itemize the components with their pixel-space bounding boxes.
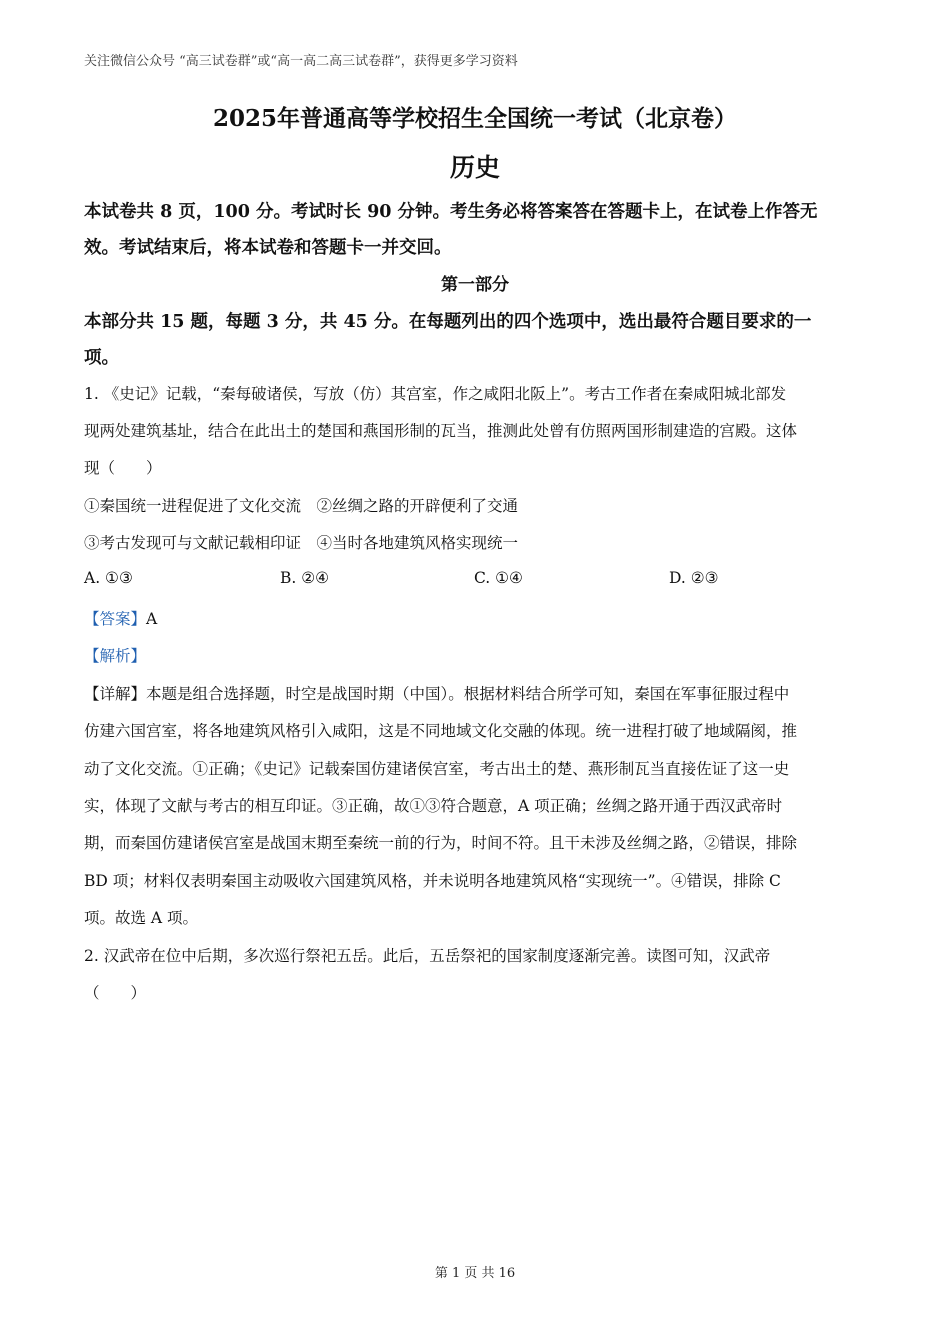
q1-stem-line-1: 1. 《史记》记载，“秦每破诸侯，写放（仿）其宫室，作之咸阳北阪上”。考古工作者在秦咸阳城北部发: [84, 385, 787, 403]
q1-detail-line-4: 实，体现了文献与考古的相互印证。③正确，故①③符合题意，A 项正确；丝绸之路开通于西汉武帝时: [84, 797, 783, 815]
q1-stem-line-3: 现（ ）: [84, 459, 162, 477]
section-intro-line-2: 项。: [84, 348, 119, 368]
section-intro-line-1: 本部分共 15 题，每题 3 分，共 45 分。在每题列出的四个选项中，选出最符合题目要求的一: [84, 312, 812, 332]
answer-value: A: [146, 610, 158, 628]
section-title: 第一部分: [441, 275, 509, 295]
q1-detail-line-2: 仿建六国宫室，将各地建筑风格引入咸阳，这是不同地域文化交融的体现。统一进程打破了地域隔阂，推: [84, 722, 798, 740]
q1-stem-line-2: 现两处建筑基址，结合在此出土的楚国和燕国形制的瓦当，推测此处曾有仿照两国形制建造的宫殿。这体: [84, 422, 798, 440]
q2-stem-line-2: （ ）: [84, 984, 147, 1002]
q1-statements-line-2: ③考古发现可与文献记载相印证 ④当时各地建筑风格实现统一: [84, 534, 519, 552]
instructions-line-2: 效。考试结束后，将本试卷和答题卡一并交回。: [84, 238, 452, 258]
q1-option-b: B. ②④: [280, 569, 330, 587]
q1-detail-line-5: 期，而秦国仿建诸侯宫室是战国末期至秦统一前的行为，时间不符。且干未涉及丝绸之路，②错误，排除: [84, 834, 798, 852]
page-footer: 第 1 页 共 16: [434, 1266, 516, 1281]
q1-detail-line-7: 项。故选 A 项。: [84, 909, 199, 927]
q1-detail-line-6: BD 项；材料仅表明秦国主动吸收六国建筑风格，并未说明各地建筑风格“实现统一”。④错误，排除 C: [84, 872, 781, 890]
answer-label: 【答案】: [84, 610, 147, 628]
header-note: 关注微信公众号 “高三试卷群”或“高一高二高三试卷群”，获得更多学习资料: [84, 54, 518, 69]
q1-option-a: A. ①③: [84, 569, 133, 587]
exam-title: 2025年普通高等学校招生全国统一考试（北京卷）: [212, 105, 737, 132]
analysis-label: 【解析】: [84, 647, 147, 665]
q1-statements-line-1: ①秦国统一进程促进了文化交流 ②丝绸之路的开辟便利了交通: [84, 497, 519, 515]
q1-answer: [84, 607, 157, 629]
subject-title: 历史: [449, 153, 500, 182]
q1-option-d: D. ②③: [669, 569, 719, 587]
q1-option-c: C. ①④: [474, 569, 523, 587]
instructions-line-1: 本试卷共 8 页，100 分。考试时长 90 分钟。考生务必将答案答在答题卡上，在试卷上作答无: [84, 202, 818, 222]
q1-detail-line-1: 【详解】本题是组合选择题，时空是战国时期（中国）。根据材料结合所学可知，秦国在军事征服过程中: [84, 685, 790, 703]
q1-detail-line-3: 动了文化交流。①正确；《史记》记载秦国仿建诸侯宫室，考古出土的楚、燕形制瓦当直接佐证了这一史: [84, 760, 790, 778]
q2-stem-line-1: 2. 汉武帝在位中后期，多次巡行祭祀五岳。此后，五岳祭祀的国家制度逐渐完善。读图可知，汉武帝: [84, 947, 771, 965]
